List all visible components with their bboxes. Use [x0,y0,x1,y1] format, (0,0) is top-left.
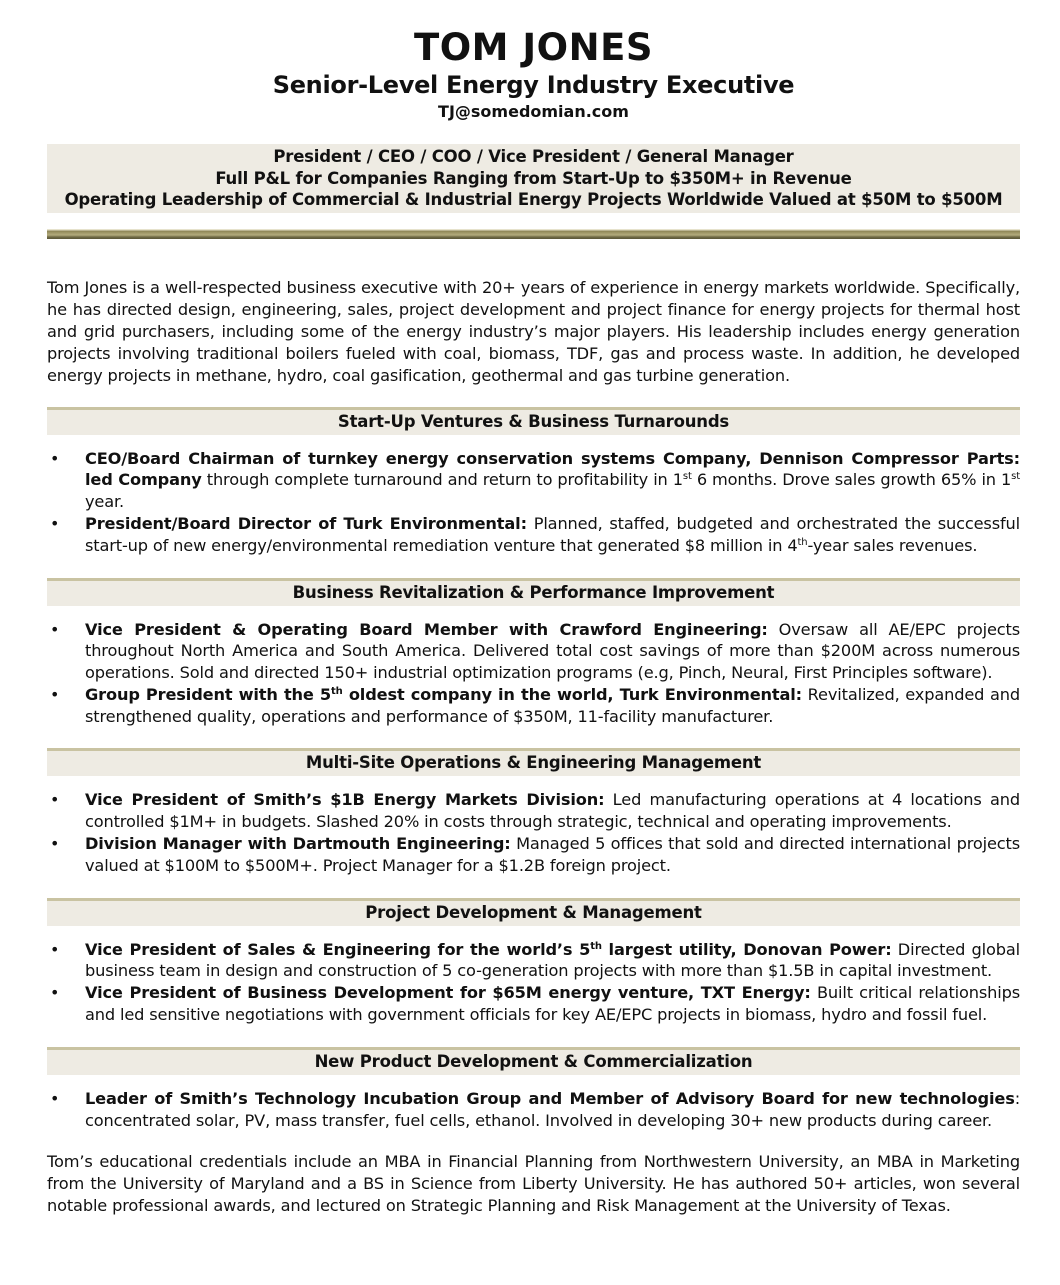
headline-roles: President / CEO / COO / Vice President / General Manager [273,147,794,166]
bullet-list [47,619,1020,728]
bullet-icon: • [50,939,60,959]
header-divider [47,229,1020,239]
item-text: Led manufacturing operations at 4 locations and controlled $1M+ in budgets. Slashed 20% in costs through strategic, technical and operating improvements. [85,790,1020,832]
item-text: year. [85,492,125,512]
bullet-list [47,789,1020,876]
bullet-icon: • [50,619,60,639]
ordinal-suffix: th [331,685,343,697]
item-text: Directed global business team in design and construction of 5 co-generation projects with more than $1.5B in capital investment. [85,939,1020,981]
item-text: Revitalized, expanded and strengthened quality, operations and performance of $350M, 11-facility manufacturer. [85,684,1020,726]
item-lead-part: Group President with the 5 [85,684,332,704]
list-item [47,833,1020,877]
list-item [47,982,1020,1026]
headline-band [47,144,1020,213]
section-heading: Business Revitalization & Performance Improvement [47,578,1020,606]
list-item [47,513,1020,557]
ordinal-suffix: st [682,471,692,483]
section-project-development [47,898,1020,1026]
list-item [47,619,1020,684]
item-lead: CEO/Board Chairman of turnkey energy conservation systems Company, Dennison Compressor Parts: led Company [85,448,1020,490]
ordinal-suffix: th [797,536,808,548]
ordinal-suffix: st [1011,471,1020,483]
item-text: Planned, staffed, budgeted and orchestrated the successful start-up of new energy/environmental remediation venture that generated $8 million in 4 [85,513,1020,555]
section-heading: Multi-Site Operations & Engineering Management [47,748,1020,776]
bullet-icon: • [50,513,60,533]
section-new-product-development [47,1047,1020,1132]
item-text: : concentrated solar, PV, mass transfer, fuel cells, ethanol. Involved in developing 30+ new products during career. [85,1088,1020,1130]
bullet-list [47,939,1020,1026]
item-text: 6 months. Drove sales growth 65% in 1 [691,470,1012,490]
item-lead: Leader of Smith’s Technology Incubation Group and Member of Advisory Board for new technologies [85,1088,1015,1108]
item-lead-part: oldest company in the world, Turk Environmental: [342,684,802,704]
candidate-name: TOM JONES [413,26,653,69]
summary-paragraph: Tom Jones is a well-respected business executive with 20+ years of experience in energy markets worldwide. Specifically, he has directed design, engineering, sales, project development and project finance for energy projects for thermal host and grid purchasers, including some of the energy industry’s major players. His leadership includes energy generation projects involving traditional boilers fueled with coal, biomass, TDF, gas and process waste. In addition, he developed energy projects in methane, hydro, coal gasification, geothermal and gas turbine generation. [47,277,1020,386]
list-item [47,684,1020,728]
item-text: -year sales revenues. [807,535,978,555]
headline-pl: Full P&L for Companies Ranging from Start-Up to $350M+ in Revenue [215,168,852,188]
bullet-icon: • [50,983,60,1003]
item-lead: Vice President of Business Development for $65M energy venture, TXT Energy: [85,983,811,1003]
item-text: Built critical relationships and led sensitive negotiations with government officials for key AE/EPC projects in biomass, hydro and fossil fuel. [85,983,1021,1025]
candidate-email[interactable]: TJ@somedomian.com [438,102,629,121]
bullet-icon: • [50,448,60,468]
bullet-icon: • [50,1088,60,1108]
item-lead: Vice President of Smith’s $1B Energy Markets Division: [85,790,605,810]
item-lead-part: largest utility, Donovan Power: [601,939,892,959]
section-heading: Project Development & Management [47,898,1020,926]
item-lead: Vice President & Operating Board Member with Crawford Engineering: [85,619,768,639]
section-startup-ventures [47,407,1020,557]
item-lead [85,940,892,959]
bullet-icon: • [50,834,60,854]
candidate-title: Senior-Level Energy Industry Executive [272,71,795,99]
education-paragraph: Tom’s educational credentials include an MBA in Financial Planning from Northwestern University, an MBA in Marketing from the University of Maryland and a BS in Science from Liberty University. He has authored 50+ articles, won several notable professional awards, and lectured on Strategic Planning and Risk Management at the University of Texas. [47,1152,1020,1216]
list-item [47,448,1020,513]
section-multi-site-operations [47,748,1020,876]
bullet-icon: • [50,684,60,704]
section-heading: Start-Up Ventures & Business Turnarounds [47,407,1020,435]
section-heading: New Product Development & Commercialization [47,1047,1020,1075]
list-item [47,939,1020,983]
item-lead-part: Vice President of Sales & Engineering for the world’s 5 [85,939,591,959]
item-lead [85,685,802,704]
item-text: Managed 5 offices that sold and directed international projects valued at $100M to $500M+. Project Manager for a $1.2B foreign project. [85,834,1020,875]
list-item [47,789,1020,833]
list-item [47,1088,1020,1132]
bullet-list [47,1088,1020,1132]
item-lead: President/Board Director of Turk Environmental: [85,513,527,533]
bullet-icon: • [50,790,60,810]
resume-page [47,0,1020,1217]
item-text: Oversaw all AE/EPC projects throughout North America and South America. Delivered total cost savings of more than $200M across numerous operations. Sold and directed 150+ industrial optimization programs (e.g, Pinch, Neural, First Principles software). [85,619,1020,683]
bullet-list [47,448,1020,557]
headline-leadership: Operating Leadership of Commercial & Industrial Energy Projects Worldwide Valued at $50M to $500M [64,190,1003,209]
item-text: through complete turnaround and return to profitability in 1 [201,470,683,490]
item-lead: Division Manager with Dartmouth Engineering: [85,834,511,854]
ordinal-suffix: th [590,940,602,952]
section-business-revitalization [47,578,1020,728]
